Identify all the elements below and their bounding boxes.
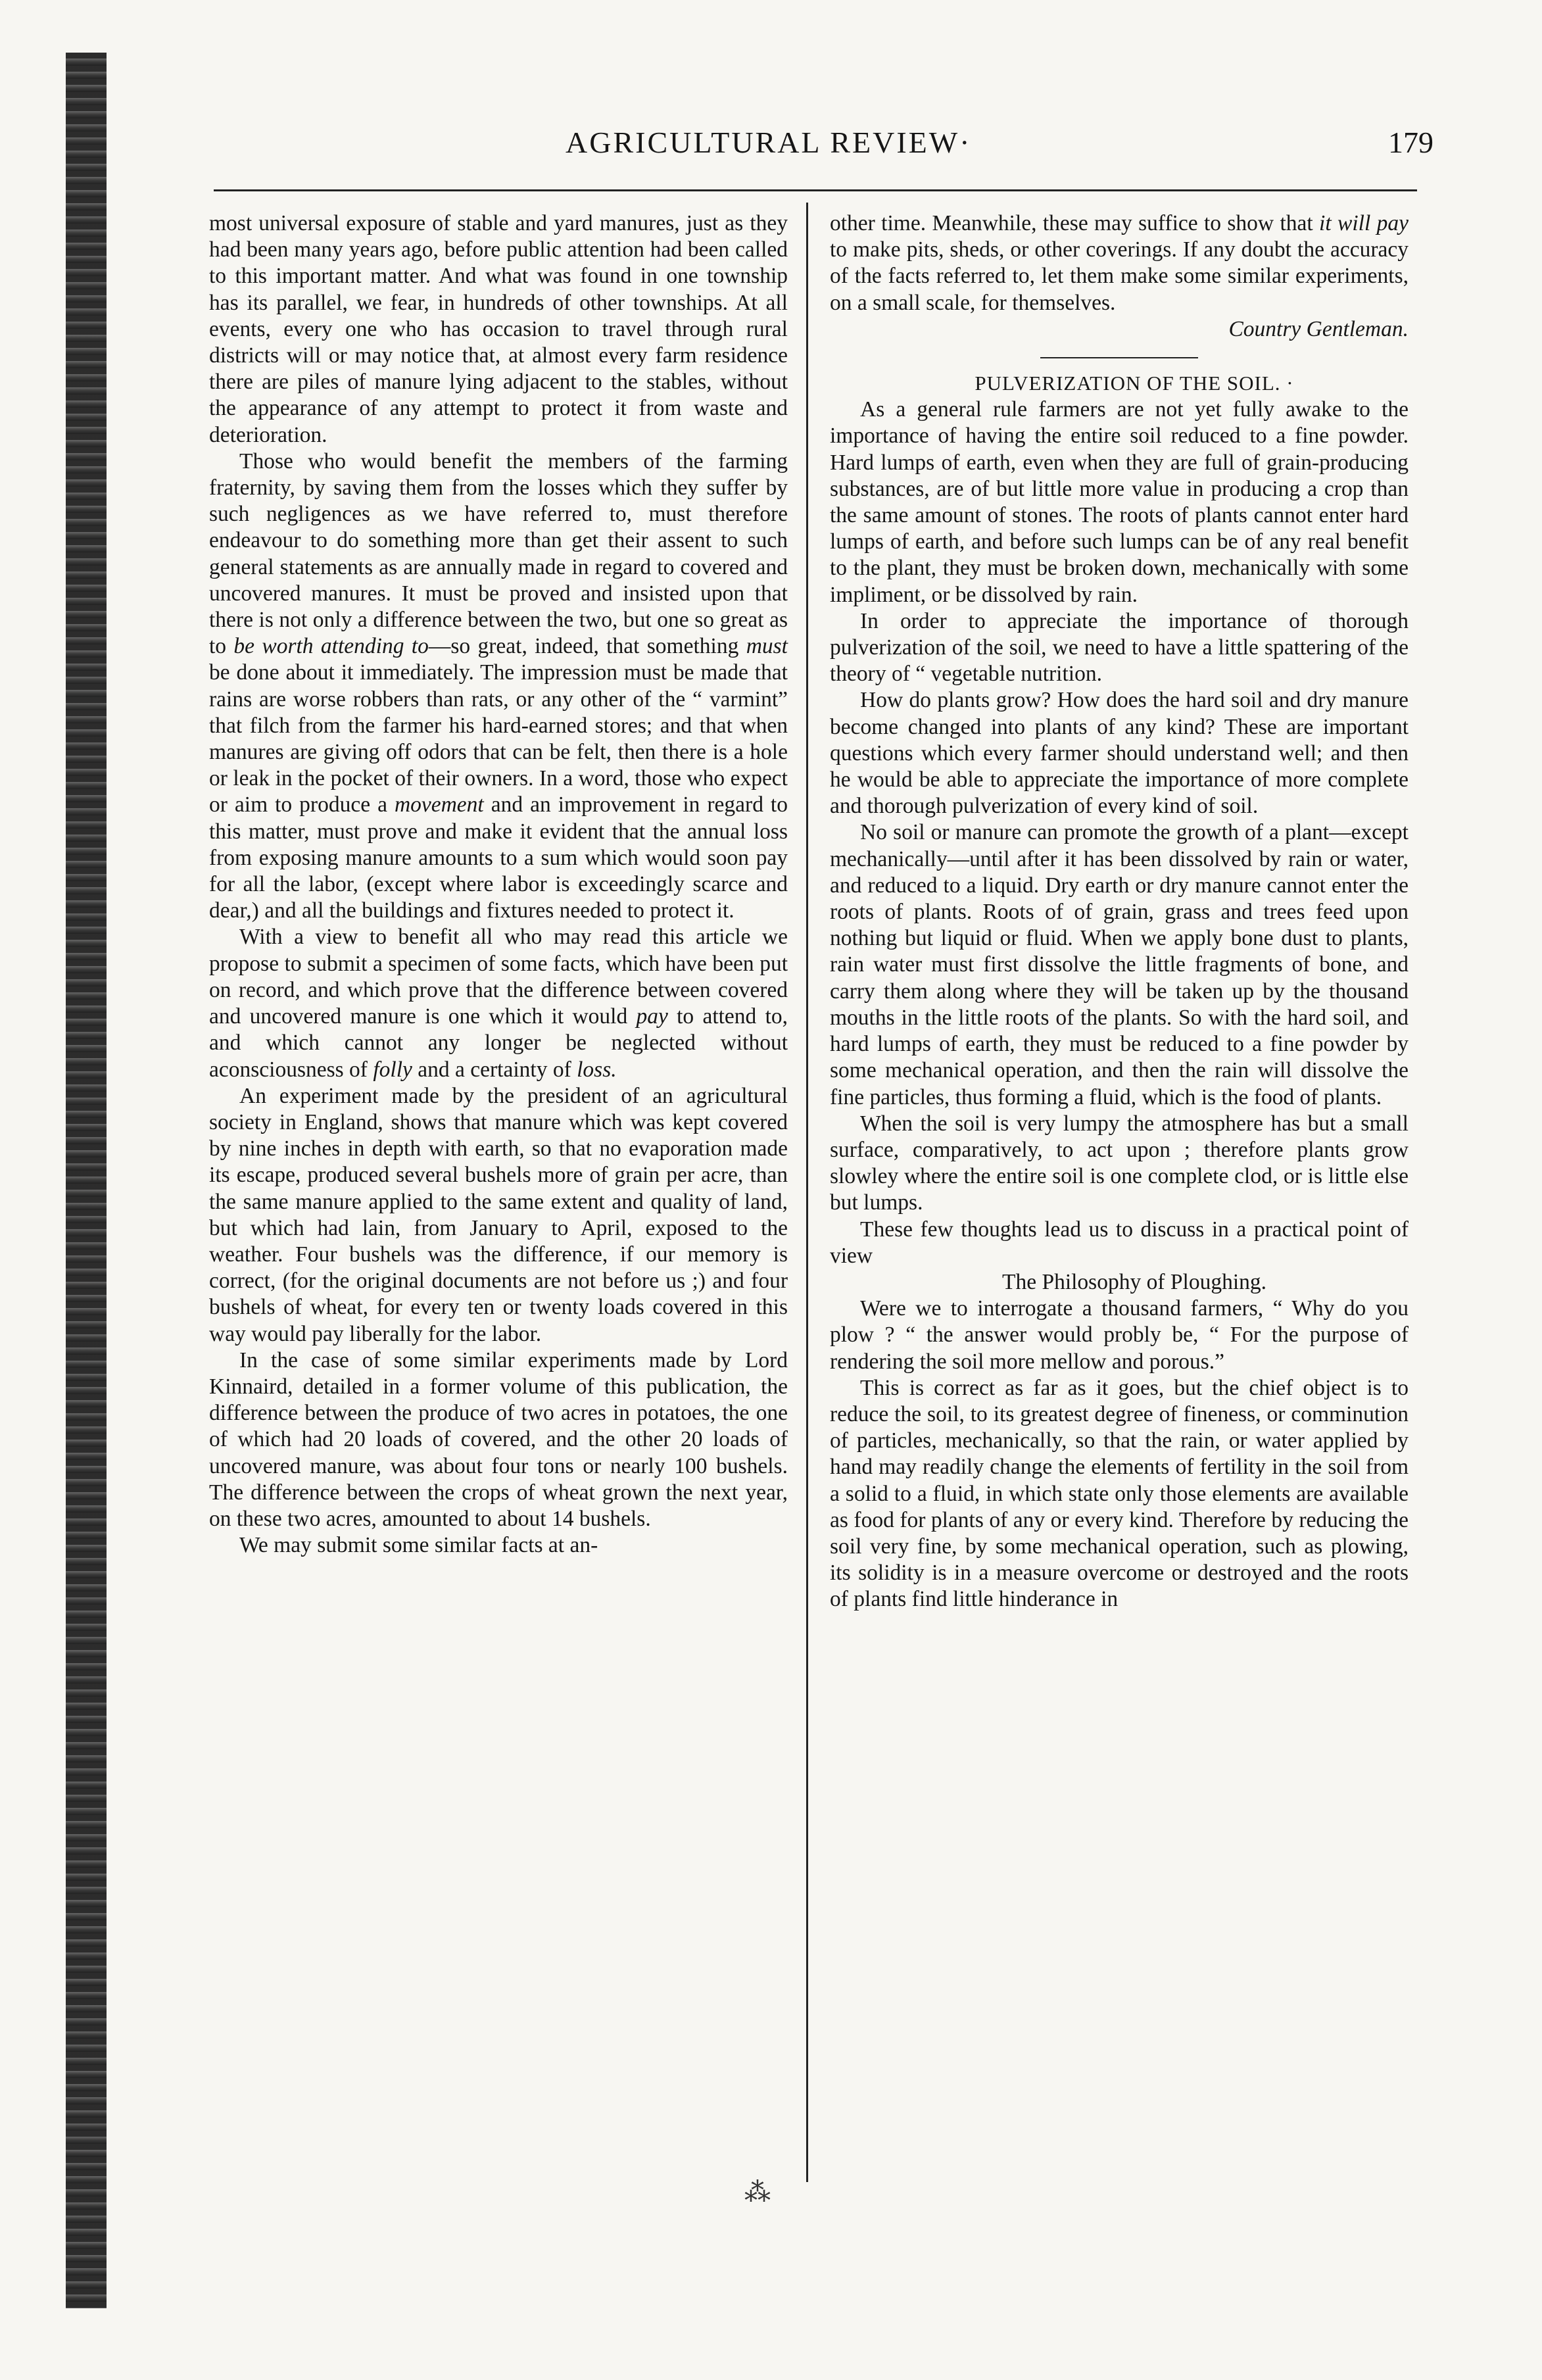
emphasis: it will pay	[1319, 211, 1409, 235]
paragraph: Those who would benefit the members of the farming fraternity, by saving them from the losses which they suffer by such negligences as we have referred to, must therefore endeavour to do something more than get their assent to such general statements as are annually made in regard to covered and uncovered manures. It must be proved and insisted upon that there is not only a difference between the two, but one so great as to be worth attending to—so great, indeed, that something must be done about it immediately. The impression must be made that rains are worse robbers than rats, or any other of the “ varmint” that filch from the farmer his hard-earned stores; and that when manures are giving off odors that can be felt, then there is a hole or leak in the pocket of their owners. In a word, those who expect or aim to produce a movement and an improvement in regard to this matter, must prove and make it evident that the annual loss from exposing manure amounts to a sum which would soon pay for all the labor, (except where labor is exceedingly scarce and dear,) and all the buildings and fixtures needed to protect it.	[209, 449, 788, 923]
book-binding-edge	[66, 53, 107, 2308]
page-number: 179	[1388, 126, 1434, 159]
left-column	[209, 210, 788, 1559]
header-rule	[214, 189, 1417, 191]
section-rule	[1040, 357, 1198, 358]
page-header	[197, 125, 1434, 178]
running-title: AGRICULTURAL REVIEW·	[566, 126, 972, 159]
section-heading: PULVERIZATION OF THE SOIL. ·	[975, 372, 1294, 395]
emphasis: movement	[394, 792, 484, 817]
paragraph: other time. Meanwhile, these may suffice to show that it will pay to make pits, sheds, or other coverings. If any doubt the accuracy of the facts referred to, let them make some similar experiments, on a small scale, for themselves.	[830, 211, 1409, 315]
emphasis: must	[746, 634, 788, 659]
emphasis: be worth attending to	[233, 634, 429, 659]
paragraph: These few thoughts lead us to discuss in a practical point of view	[830, 1217, 1409, 1268]
paragraph: As a general rule farmers are not yet fully awake to the importance of having the entire soil reduced to a fine powder. Hard lumps of earth, even when they are full of grain-producing substances, are of but little more value in producing a crop than the same amount of stones. The roots of plants cannot enter hard lumps of earth, and before such lumps can be of any real benefit to the plant, they must be broken down, mechanically with some impliment, or be dissolved by rain.	[830, 397, 1409, 607]
paragraph: In the case of some similar experiments made by Lord Kinnaird, detailed in a former volume of this publication, the difference between the produce of two acres in potatoes, the one of which had 20 loads of covered, and the other 20 loads of uncovered manure, was about four tons or nearly 100 bushels. The difference between the crops of wheat grown the next year, on these two acres, amounted to about 14 bushels.	[209, 1348, 788, 1531]
paragraph: How do plants grow? How does the hard soil and dry manure become changed into plants of any kind? These are important questions which every farmer should understand well; and then he would be able to appreciate the importance of more complete and thorough pulverization of every kind of soil.	[830, 688, 1409, 819]
emphasis: folly	[373, 1057, 412, 1082]
paragraph: In order to appreciate the importance of thorough pulverization of the soil, we need to have a little spattering of the theory of “ vegetable nutrition.	[830, 608, 1409, 687]
right-column	[830, 210, 1409, 1613]
emphasis: loss.	[577, 1057, 617, 1082]
column-divider	[806, 203, 808, 2182]
article-signature: Country Gentleman.	[1228, 316, 1409, 341]
paragraph: Were we to interrogate a thousand farmers, “ Why do you plow ? “ the answer would probly be, “ For the purpose of rendering the soil more mellow and porous.”	[830, 1296, 1409, 1374]
footer-ornament: ⁂	[744, 2177, 771, 2207]
paragraph: With a view to benefit all who may read this article we propose to submit a specimen of some facts, which have been put on record, and which prove that the difference between covered and uncovered manure is one which it would pay to attend to, and which cannot any longer be neglected without aconsciousness of folly and a certainty of loss.	[209, 925, 788, 1082]
paragraph: No soil or manure can promote the growth of a plant—except mechanically—until after it has been dissolved by rain or water, and reduced to a liquid. Dry earth or dry manure cannot enter the roots of plants. Roots of of grain, grass and trees feed upon nothing but liquid or fluid. When we apply bone dust to plants, rain water must first dissolve the little fragments of bone, and carry them along where they will be taken up by the thousand mouths in the little roots of the plants. So with the hard soil, and hard lumps of earth, they must be reduced to a fine powder by some mechanical operation, and then the rain will dissolve the fine particles, thus forming a fluid, which is the food of plants.	[830, 820, 1409, 1109]
subheading: The Philosophy of Ploughing.	[1001, 1269, 1267, 1294]
paragraph: We may submit some similar facts at an-	[239, 1533, 598, 1558]
paragraph: An experiment made by the president of an agricultural society in England, shows that manure which was kept covered by nine inches in depth with earth, so that no evaporation made its escape, produced several bushels more of grain per acre, than the same manure applied to the same extent and quality of land, but which had lain, from January to April, exposed to the weather. Four bushels was the difference, if our memory is correct, (for the original documents are not before us ;) and four bushels of wheat, for every ten or twenty loads covered in this way would pay liberally for the labor.	[209, 1083, 788, 1346]
emphasis: pay	[636, 1004, 668, 1029]
paragraph: most universal exposure of stable and yard manures, just as they had been many years ago, before public attention had been called to this important matter. And what was found in one township has its parallel, we fear, in hundreds of other townships. At all events, every one who has occasion to travel through rural districts will or may notice that, at almost every farm residence there are piles of manure lying adjacent to the stables, without the appearance of any attempt to protect it from waste and deterioration.	[209, 211, 788, 447]
paragraph: This is correct as far as it goes, but the chief object is to reduce the soil, to its greatest degree of fineness, or comminution of particles, mechanically, so that the rain, or water applied by hand may readily change the elements of fertility in the soil from a solid to a fluid, in which state only those elements are available as food for plants of any or every kind. Therefore by reducing the soil very fine, by some mechanical operation, such as plowing, its solidity is in a measure overcome or destroyed and the roots of plants find little hinderance in	[830, 1375, 1409, 1612]
paragraph: When the soil is very lumpy the atmosphere has but a small surface, comparatively, to act upon ; therefore plants grow slowley where the entire soil is one complete clod, or is little else but lumps.	[830, 1111, 1409, 1215]
